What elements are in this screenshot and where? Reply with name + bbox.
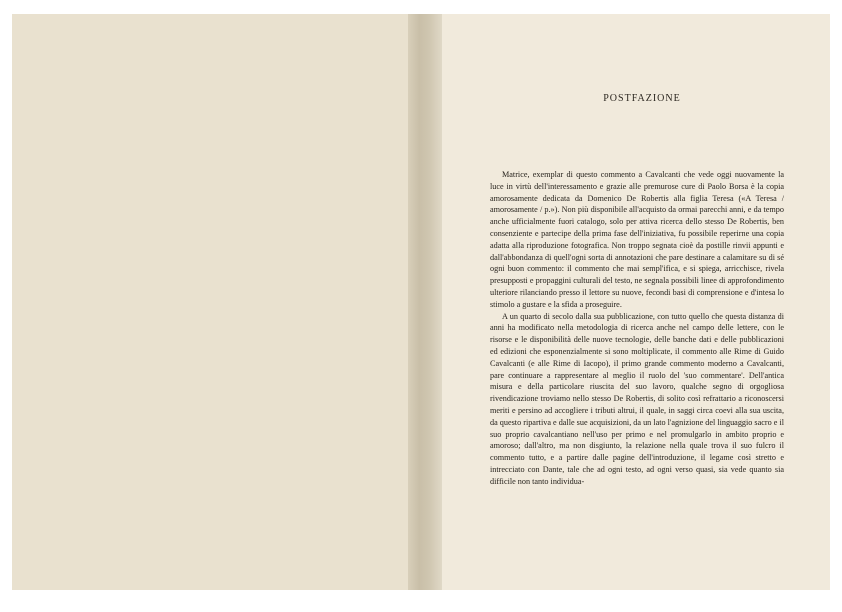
body-text: [490, 169, 784, 488]
left-page-blank: [12, 14, 414, 590]
paragraph: Matrice, exemplar di questo commento a Cavalcanti che vede oggi nuovamente la luce in virtù dell'interessamento e grazie alle premurose cure di Paolo Borsa è la copia amorosamente dedicata da Domenico De Robertis alla figlia Teresa («A Teresa / amorosamente / p.»). Non più disponibile all'acquisto da ormai parecchi anni, e da tempo anche ufficialmente fuori catalogo, solo per attiva ricerca dello stesso De Robertis, ben consenziente e partecipe della prima fase dell'iniziativa, fu possibile reperirne una copia adatta alla riproduzione fotografica. Non troppo segnata cioè da postille rinvii appunti e dall'abbondanza di quell'ogni sorta di annotazioni che pare destinare a calamitare su di sé ogni buon commento: il commento che mai sempl'ifica, e si spiega, arricchisce, rivela presupposti e propaggini culturali del testo, ne segnala possibili linee di approfondimento ulteriore rilanciando presso il lettore su nuove, fecondi basi di comprensione e d'intesa lo stimolo a gustare e la sfida a proseguire.: [490, 170, 784, 309]
book-gutter: [408, 14, 446, 590]
page-title: POSTFAZIONE: [603, 93, 681, 104]
book-spread: [12, 14, 830, 590]
paragraph: A un quarto di secolo dalla sua pubblicazione, con tutto quello che questa distanza di anni ha modificato nella metodologia di ricerca anche nel campo delle lettere, con le risorse e le disponibilità delle nuove tecnologie, delle banche dati e delle pubblicazioni ed edizioni che esponenzialmente si sono moltiplicate, il commento alle Rime di Guido Cavalcanti (e alle Rime di Iacopo), il primo grande commento moderno a Cavalcanti, pare continuare a rappresentare al meglio il ruolo del 'suo commentare'. Dell'antica misura e della particolare riuscita del suo lavoro, qualche segno di orgogliosa rivendicazione troviamo nello stesso De Robertis, di solito così refrattario a riconoscersi meriti e persino ad accogliere i tributi altrui, il quale, in saggi circa coevi alla sua uscita, da questo ripartiva e dalle sue acquisizioni, da un lato l'agnizione del linguaggio sacro e il suo proprio cavalcantiano nell'uso per primo e nel promulgarlo in ambito proprio e amoroso; dall'altro, ma non disgiunto, la relazione nella quale trova il suo fulcro il commento tutto, e a partire dalle pagine dell'introduzione, il legame così stretto e intrecciato con Dante, tale che ad ogni testo, ad ogni verso quasi, sia vede quanto sia difficile non tanto individua-: [490, 311, 784, 486]
right-page: [442, 14, 830, 590]
